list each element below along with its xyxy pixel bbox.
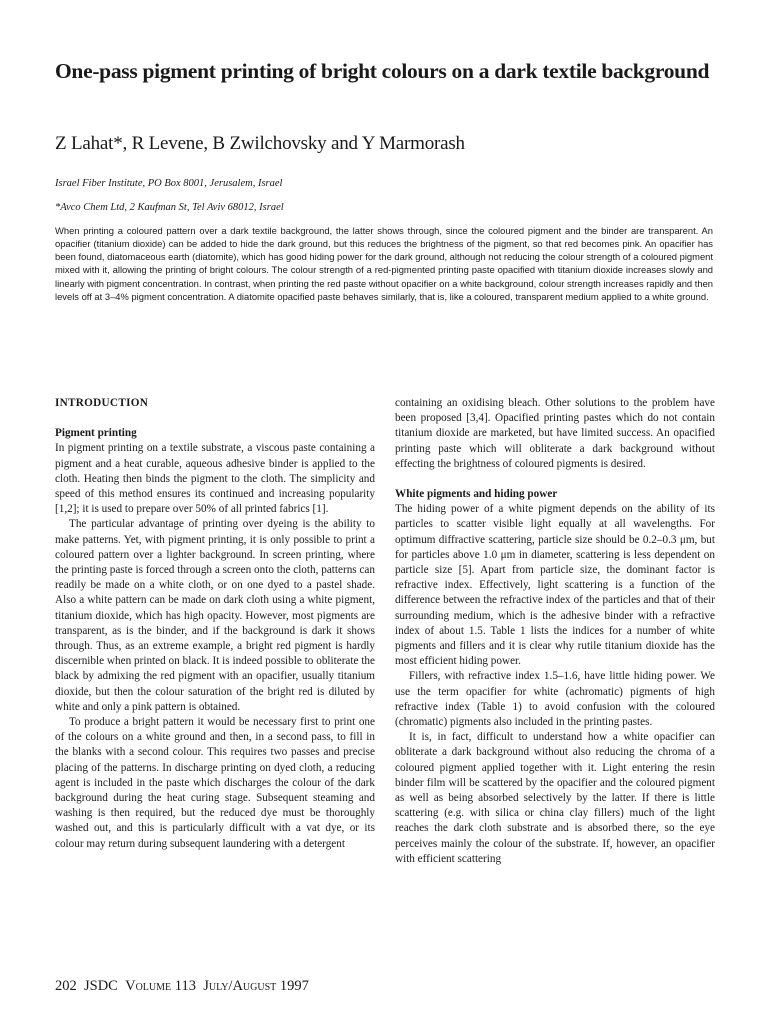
white-pigments-heading: White pigments and hiding power <box>395 488 558 501</box>
pigment-printing-heading: Pigment printing <box>55 427 137 440</box>
paragraph: To produce a bright pattern it would be necessary first to print one of the colours on a white ground and then, in a second pass, to fill in the blanks with a second colour. This requires two passes and precise placing of the patterns. In discharge printing on dyed cloth, a reducing agent is included in the paste which discharges the colour of the dark background during the heat curing stage. Subsequent steaming and washing is then required, but the reduced dye must be thoroughly washed out, and this is particularly difficult with a vat dye, or its colour may return during subsequent laundering with a detergent <box>55 716 375 850</box>
paragraph: Fillers, with refractive index 1.5–1.6, have little hiding power. We use the term opacifier for white (achromatic) pigments of high refractive index (Table 1) to avoid confusion with the coloured (chromatic) pigments also included in the printing pastes. <box>395 670 715 729</box>
introduction-heading: INTRODUCTION <box>55 397 149 409</box>
journal-volume: Volume 113 <box>125 978 196 994</box>
paragraph: The hiding power of a white pigment depends on the ability of its particles to scatter visible light equally at all wavelengths. For optimum diffractive scattering, particle size should be 0.2–0.3 μm, but for particles above 1.0 μm in diameter, scattering is less dependent on particle size [5]. Apart from particle size, the dominant factor is refractive index. Effectively, light scattering is a function of the difference between the refractive index of the particles and that of their surrounding medium, which is the adhesive binder with a refractive index of about 1.5. Table 1 lists the indices for a number of white pigments and fillers and it is clear why rutile titanium dioxide has the most efficient hiding power. <box>395 503 715 668</box>
paragraph: It is, in fact, difficult to understand how a white opacifier can obliterate a dark background without also reducing the chroma of a coloured pigment applied together with it. Light entering the resin binder film will be scattered by the opacifier and the coloured pigment as well as being absorbed selectively by the latter. If there is little scattering (e.g. with silica or china clay fillers) much of the light reaches the dark cloth substrate and is absorbed there, so the eye perceives mainly the colour of the substrate. If, however, an opacifier with efficient scattering <box>395 731 715 865</box>
left-column <box>55 396 375 852</box>
page-number: 202 <box>55 978 77 994</box>
affiliation-2: *Avco Chem Ltd, 2 Kaufman St, Tel Aviv 68012, Israel <box>55 202 284 213</box>
page-footer <box>55 977 555 995</box>
journal-issue: July/August 1997 <box>203 978 309 994</box>
paragraph: The particular advantage of printing over dyeing is the ability to make patterns. Yet, with pigment printing, it is only possible to print a coloured pattern over a lighter background. In screen printing, where the printing paste is forced through a screen onto the cloth, patterns can readily be made on a white cloth, or on one dyed to a pastel shade. Also a white pattern can be made on dark cloth using a white pigment, titanium dioxide, which has high opacity. However, most pigments are transparent, as is the binder, and if the background is dark it shows through. Thus, as an extreme example, a bright red pigment is hardly discernible when printed on black. It is indeed possible to obliterate the black by admixing the red pigment with an opacifier, usually titanium dioxide, but then the colour saturation of the bright red is diluted by white and only a pink pattern is obtained. <box>55 518 375 713</box>
abstract: When printing a coloured pattern over a dark textile background, the latter shows through, since the coloured pigment and the binder are transparent. An opacifier (titanium dioxide) can be added to hide the dark ground, but this reduces the brightness of the pigment, so that red becomes pink. An opacifier has been found, diatomaceous earth (diatomite), which has good hiding power for the dark ground, although not reducing the colour strength of a coloured pigment mixed with it, allowing the printing of bright colours. The colour strength of a red-pigmented printing paste opacified with titanium dioxide increases slowly and linearly with pigment concentration. In contrast, when printing the red paste without opacifier on a white background, colour strength increases rapidly and then levels off at 3–4% pigment concentration. A diatomite opacified paste behaves similarly, that is, like a coloured, transparent medium applied to a white ground. <box>55 225 713 302</box>
paragraph: In pigment printing on a textile substrate, a viscous paste containing a pigment and a heat curable, aqueous adhesive binder is applied to the cloth. Heating then binds the pigment to the cloth. The simplicity and speed of this method ensures its continued and increasing popularity [1,2]; it is used to prepare over 50% of all printed fabrics [1]. <box>55 442 375 516</box>
article-authors: Z Lahat*, R Levene, B Zwilchovsky and Y Marmorash <box>55 133 465 154</box>
right-column <box>395 396 715 867</box>
paragraph: containing an oxidising bleach. Other solutions to the problem have been proposed [3,4]. Opacified printing pastes which do not contain titanium dioxide are marketed, but have limited success. An opacified printing paste which will obliterate a dark background without effecting the brightness of coloured pigments is desired. <box>395 397 715 470</box>
affiliation-1: Israel Fiber Institute, PO Box 8001, Jerusalem, Israel <box>55 178 283 189</box>
article-title: One-pass pigment printing of bright colours on a dark textile background <box>55 59 710 83</box>
journal-name: JSDC <box>84 978 118 994</box>
